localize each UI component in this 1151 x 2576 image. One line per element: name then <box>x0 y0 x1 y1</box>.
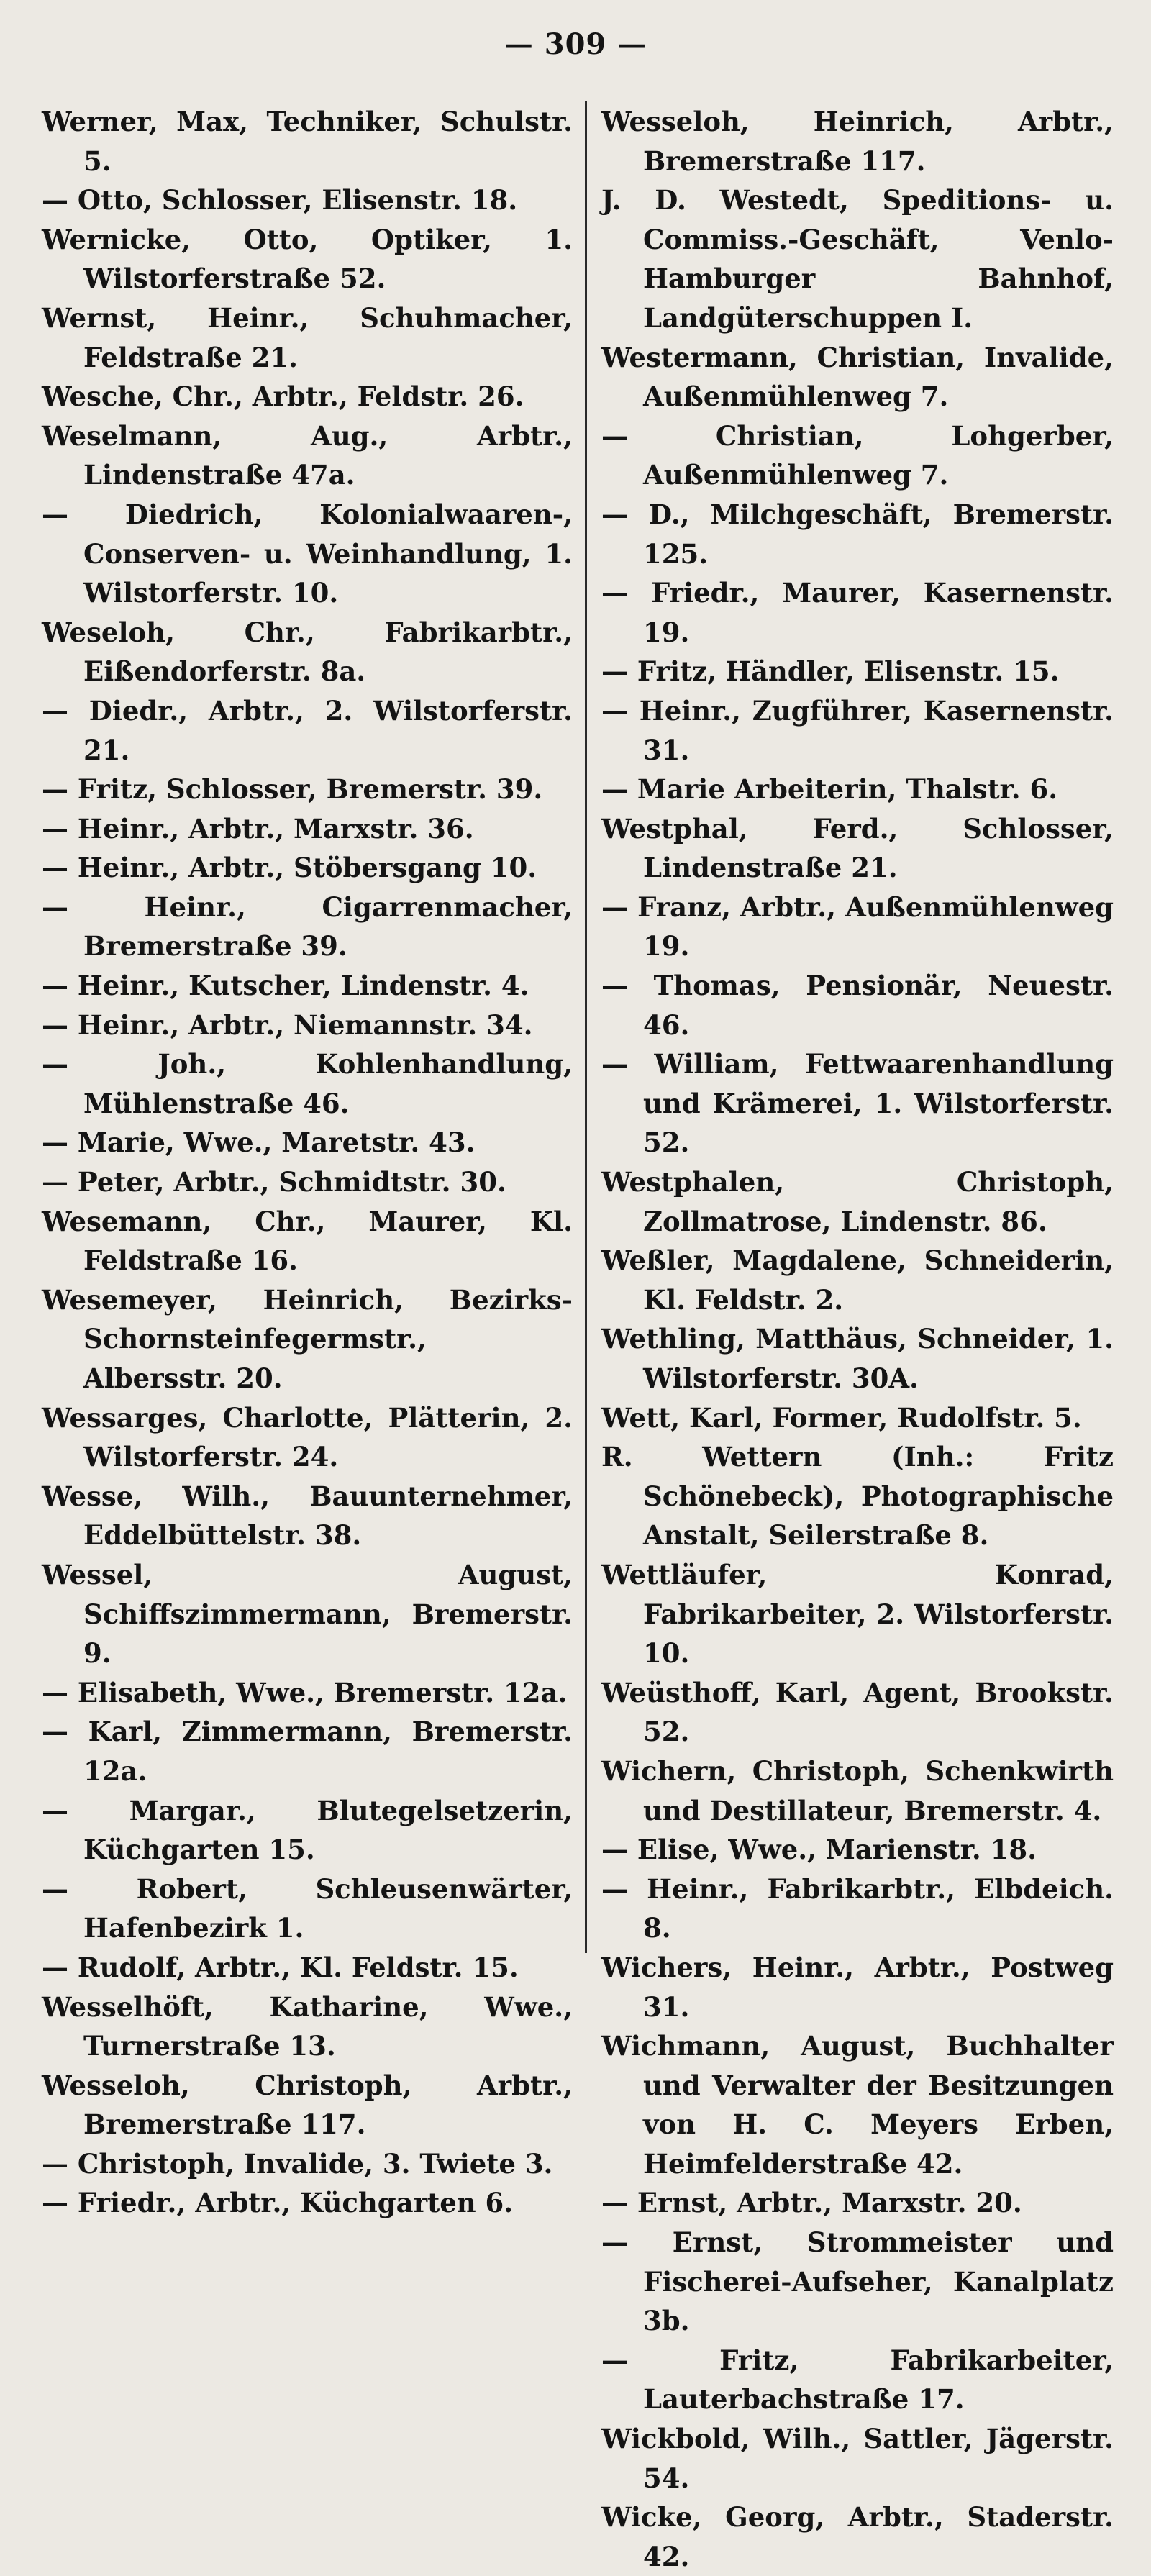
directory-entry: Wesseloh, Christoph, Arbtr., Bremerstraße 117. <box>42 2069 573 2141</box>
directory-entry: Werner, Max, Techniker, Schulstr. 5. <box>42 106 573 177</box>
directory-entry: — Heinr., Kutscher, Lindenstr. 4. <box>42 970 529 1002</box>
directory-entry: — Fritz, Händler, Elisenstr. 15. <box>601 655 1060 688</box>
directory-entry: — Heinr., Arbtr., Marxstr. 36. <box>42 812 474 845</box>
directory-entry: Wichmann, August, Buchhalter und Verwalter der Besitzungen von H. C. Meyers Erben, Heimfelderstraße 42. <box>601 2030 1114 2180</box>
directory-entry: Wessel, August, Schiffszimmermann, Bremerstr. 9. <box>42 1558 573 1670</box>
directory-entry: Wethling, Matthäus, Schneider, 1. Wilstorferstr. 30A. <box>601 1323 1114 1394</box>
directory-entry: — Fritz, Fabrikarbeiter, Lauterbachstraße 17. <box>601 2344 1114 2416</box>
left-column <box>42 102 573 2219</box>
directory-entry: — Friedr., Arbtr., Küchgarten 6. <box>42 2187 514 2219</box>
directory-entry: — Ernst, Arbtr., Marxstr. 20. <box>601 2187 1022 2219</box>
directory-entry: — Joh., Kohlenhandlung, Mühlenstraße 46. <box>42 1048 573 1119</box>
directory-entry: Wernicke, Otto, Optiker, 1. Wilstorferstraße 52. <box>42 223 573 295</box>
directory-entry: Wesse, Wilh., Bauunternehmer, Eddelbüttelstr. 38. <box>42 1480 573 1552</box>
directory-entry: — Otto, Schlosser, Elisenstr. 18. <box>42 184 518 217</box>
directory-entry: — Fritz, Schlosser, Bremerstr. 39. <box>42 773 543 806</box>
directory-entry: Wichern, Christoph, Schenkwirth und Destillateur, Bremerstr. 4. <box>601 1754 1114 1826</box>
directory-entry: Wesemeyer, Heinrich, Bezirks-Schornsteinfegermstr., Albersstr. 20. <box>42 1283 573 1394</box>
directory-entry: R. Wettern (Inh.: Fritz Schönebeck), Photographische Anstalt, Seilerstraße 8. <box>601 1441 1114 1552</box>
directory-entry: — Heinr., Arbtr., Niemannstr. 34. <box>42 1009 533 1041</box>
directory-entry: — Diedr., Arbtr., 2. Wilstorferstr. 21. <box>42 694 573 766</box>
directory-entry: Wessarges, Charlotte, Plätterin, 2. Wilstorferstr. 24. <box>42 1401 573 1473</box>
directory-entry: Westermann, Christian, Invalide, Außenmühlenweg 7. <box>601 341 1114 413</box>
directory-entry: Weseloh, Chr., Fabrikarbtr., Eißendorferstr. 8a. <box>42 616 573 688</box>
directory-entry: Westphalen, Christoph, Zollmatrose, Lindenstr. 86. <box>601 1166 1114 1237</box>
directory-entry: Wett, Karl, Former, Rudolfstr. 5. <box>601 1401 1082 1434</box>
directory-entry: — Peter, Arbtr., Schmidtstr. 30. <box>42 1166 506 1198</box>
directory-entry: — Marie, Wwe., Maretstr. 43. <box>42 1127 476 1159</box>
directory-entry: Wesseloh, Heinrich, Arbtr., Bremerstraße 117. <box>601 106 1114 177</box>
directory-entry: Weüsthoff, Karl, Agent, Brookstr. 52. <box>601 1676 1114 1748</box>
directory-entry: — Ernst, Strommeister und Fischerei-Aufseher, Kanalplatz 3b. <box>601 2226 1114 2337</box>
directory-entry: — William, Fettwaarenhandlung und Krämerei, 1. Wilstorferstr. 52. <box>601 1048 1114 1159</box>
directory-entry: — Friedr., Maurer, Kasernenstr. 19. <box>601 577 1114 648</box>
directory-entry: Wicke, Georg, Arbtr., Staderstr. 42. <box>601 2501 1114 2572</box>
directory-entry: — Diedrich, Kolonialwaaren-, Conserven- u. Weinhandlung, 1. Wilstorferstr. 10. <box>42 498 573 609</box>
directory-entry: Wesche, Chr., Arbtr., Feldstr. 26. <box>42 381 524 413</box>
directory-entry: — Marie Arbeiterin, Thalstr. 6. <box>601 773 1058 806</box>
directory-entry: — Christian, Lohgerber, Außenmühlenweg 7. <box>601 419 1114 491</box>
directory-entry: Wernst, Heinr., Schuhmacher, Feldstraße 21. <box>42 301 573 373</box>
directory-entry: — Rudolf, Arbtr., Kl. Feldstr. 15. <box>42 1951 519 1983</box>
directory-entry: Wesemann, Chr., Maurer, Kl. Feldstraße 16. <box>42 1205 573 1277</box>
directory-entry: — Thomas, Pensionär, Neuestr. 46. <box>601 970 1114 1041</box>
directory-entry: Weselmann, Aug., Arbtr., Lindenstraße 47a. <box>42 419 573 491</box>
page-number: — 309 — <box>504 27 647 61</box>
directory-entry: Wickbold, Wilh., Sattler, Jägerstr. 54. <box>601 2423 1114 2494</box>
directory-entry: — Elise, Wwe., Marienstr. 18. <box>601 1834 1037 1866</box>
directory-entry: — Robert, Schleusenwärter, Hafenbezirk 1. <box>42 1872 573 1944</box>
right-column <box>601 102 1114 2572</box>
directory-entry: Wesselhöft, Katharine, Wwe., Turnerstraße 13. <box>42 1990 573 2062</box>
directory-entry: Westphal, Ferd., Schlosser, Lindenstraße 21. <box>601 812 1114 884</box>
directory-entry: — Heinr., Zugführer, Kasernenstr. 31. <box>601 694 1114 766</box>
directory-entry: — D., Milchgeschäft, Bremerstr. 125. <box>601 498 1114 570</box>
directory-entry: J. D. Westedt, Speditions- u. Commiss.-Geschäft, Venlo-Hamburger Bahnhof, Landgüterschuppen I. <box>601 184 1114 334</box>
directory-entry: — Franz, Arbtr., Außenmühlenweg 19. <box>601 891 1114 962</box>
directory-entry: Weßler, Magdalene, Schneiderin, Kl. Feldstr. 2. <box>601 1244 1114 1316</box>
directory-entry: Wichers, Heinr., Arbtr., Postweg 31. <box>601 1951 1114 2023</box>
directory-entry: — Heinr., Cigarrenmacher, Bremerstraße 39. <box>42 891 573 962</box>
directory-entry: — Christoph, Invalide, 3. Twiete 3. <box>42 2147 553 2180</box>
directory-entry: — Heinr., Arbtr., Stöbersgang 10. <box>42 852 537 884</box>
directory-entry: — Margar., Blutegelsetzerin, Küchgarten 15. <box>42 1794 573 1866</box>
directory-entry: Wettläufer, Konrad, Fabrikarbeiter, 2. Wilstorferstr. 10. <box>601 1558 1114 1670</box>
directory-entry: — Heinr., Fabrikarbtr., Elbdeich. 8. <box>601 1872 1114 1944</box>
directory-entry: — Karl, Zimmermann, Bremerstr. 12a. <box>42 1716 573 1787</box>
column-divider <box>585 101 587 1953</box>
directory-entry: — Elisabeth, Wwe., Bremerstr. 12a. <box>42 1676 568 1708</box>
